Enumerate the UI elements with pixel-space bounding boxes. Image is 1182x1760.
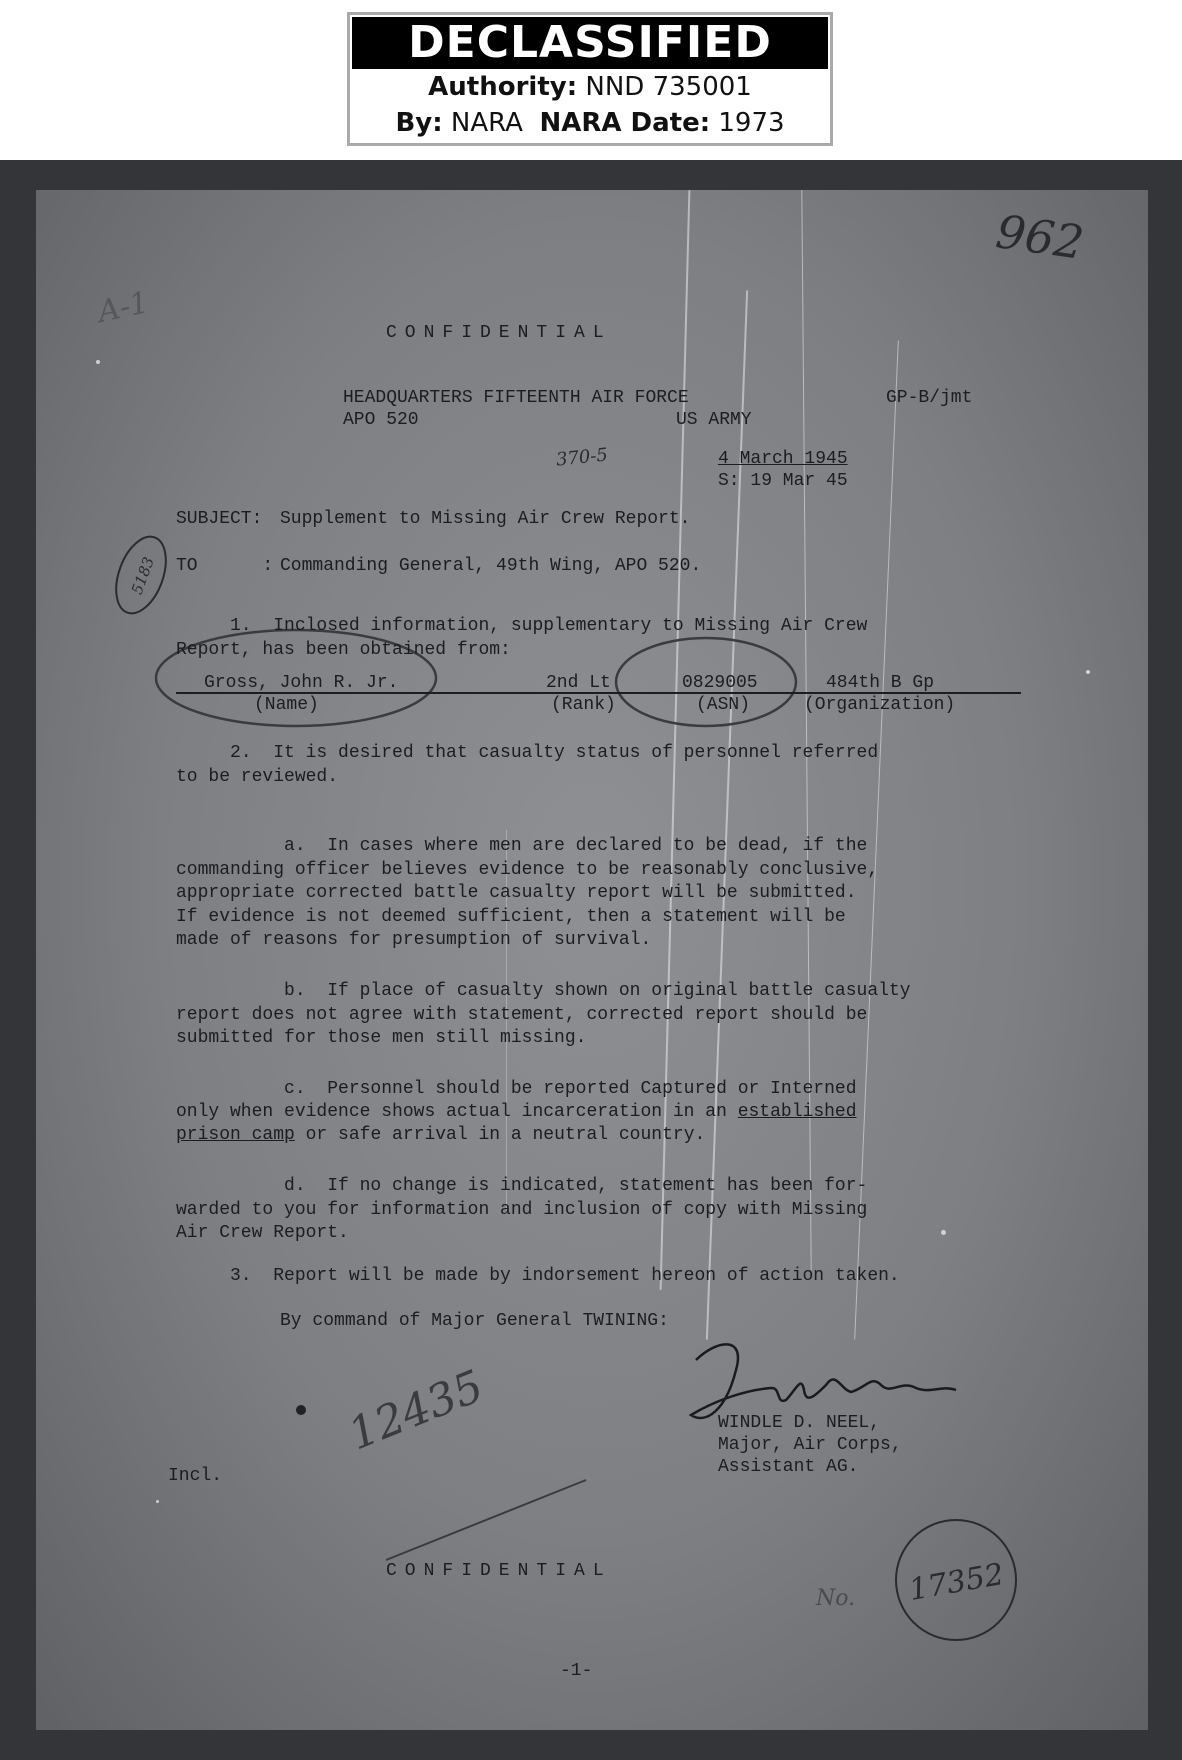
inclosure-label: Incl. [168,1466,223,1486]
paragraph-2a: a. In cases where men are declared to be dead, if the commanding officer believes evidence to be reasonably conclusive, appropriate corrected battle casualty report will be submitted. If evidence is not deemed sufficient, then a statement will be made of reasons for presumption of survival. [176,836,879,950]
circled-number-bottom [776,1510,1076,1650]
hq-us-army: US ARMY [676,410,752,430]
scan-speck [156,1500,159,1503]
person-name: Gross, John R. Jr. [204,673,399,693]
person-asn: 0829005 [682,673,758,693]
scan-speck [1086,670,1090,674]
paragraph-2b: b. If place of casualty shown on original battle casualty report does not agree with statement, corrected report should be submitted for those men still missing. [176,981,911,1048]
person-name-label: (Name) [254,695,319,715]
person-organization-label: (Organization) [804,695,956,715]
stamp-banner: DECLASSIFIED [352,17,828,69]
signer-name: WINDLE D. NEEL, [718,1413,881,1433]
classification-bottom: CONFIDENTIAL [386,1561,612,1581]
suspense-date: S: 19 Mar 45 [718,471,848,491]
person-rank-label: (Rank) [551,695,616,715]
page-number: -1- [560,1661,593,1681]
signature-stroke [691,1344,956,1418]
subject-text: Supplement to Missing Air Crew Report. [280,509,691,529]
to-label: TO : [176,556,274,576]
paragraph-2c-underlined-established: established [737,1102,857,1122]
paragraph-2c-line-3-text: or safe arrival in a neutral country. [294,1125,706,1145]
pen-stroke-line [386,1480,586,1560]
signer-title: Assistant AG. [718,1457,859,1477]
stamp-by-line [350,105,830,141]
paragraph-2c-underlined-prison-camp: prison camp [176,1125,295,1145]
handwritten-file-code: 370-5 [555,444,609,471]
stamp-authority-value: NND 735001 [585,72,752,102]
ink-dot [296,1405,306,1415]
stamp-authority-line [350,69,830,105]
paragraph-2c-line-2-text: only when evidence shows actual incarceration in an [176,1102,738,1122]
paragraph-2d: d. If no change is indicated, statement has been for- warded to you for information and inclusion of copy with Missing Air Crew Report. [176,1176,868,1243]
by-command-line: By command of Major General TWINING: [226,1311,669,1331]
document-page [36,190,1148,1730]
stamp-by-value: NARA [450,108,523,138]
signer-rank: Major, Air Corps, [718,1435,902,1455]
paragraph-2: 2. It is desired that casualty status of personnel referred to be reviewed. [176,743,879,787]
scan-speck [941,1230,946,1235]
scan-speck [96,360,100,364]
subject-label: SUBJECT: [176,509,263,529]
declassification-stamp [347,12,833,146]
circled-number-left-text: 5183 [127,554,158,597]
hq-line-1: HEADQUARTERS FIFTEENTH AIR FORCE [343,388,689,408]
document-date: 4 March 1945 [718,449,848,469]
handwritten-number-top-right: 962 [992,204,1088,270]
stamp-date-label: NARA Date: [539,108,711,138]
to-text: Commanding General, 49th Wing, APO 520. [280,556,702,576]
stamp-by-label: By: [395,108,443,138]
classification-top: CONFIDENTIAL [386,323,612,343]
circled-number-left [106,530,176,630]
paragraph-1: 1. Inclosed information, supplementary to Missing Air Crew Report, has been obtained from: [176,616,868,660]
stamp-authority-label: Authority: [428,72,578,102]
hq-line-2: APO 520 [343,410,419,430]
handwritten-number-center: 12435 [341,1360,491,1461]
person-organization: 484th B Gp [826,673,935,693]
person-asn-label: (ASN) [696,695,751,715]
paragraph-2c-line-3 [176,1124,705,1148]
stamp-date-value: 1973 [718,108,785,138]
pen-stroke [376,1470,596,1570]
paragraph-2c-line-2 [176,1101,857,1125]
handwritten-mark-top-left: A-1 [94,285,152,330]
number-prefix-label: No. [816,1586,856,1611]
circled-number-bottom-text: 17352 [906,1556,1007,1608]
paragraph-2c-line-1: c. Personnel should be reported Captured or Interned [176,1079,857,1099]
person-rank: 2nd Lt [546,673,611,693]
paragraph-3: 3. Report will be made by indorsement hereon of action taken. [176,1266,900,1286]
document-scan [0,160,1182,1760]
file-reference: GP-B/jmt [886,388,973,408]
